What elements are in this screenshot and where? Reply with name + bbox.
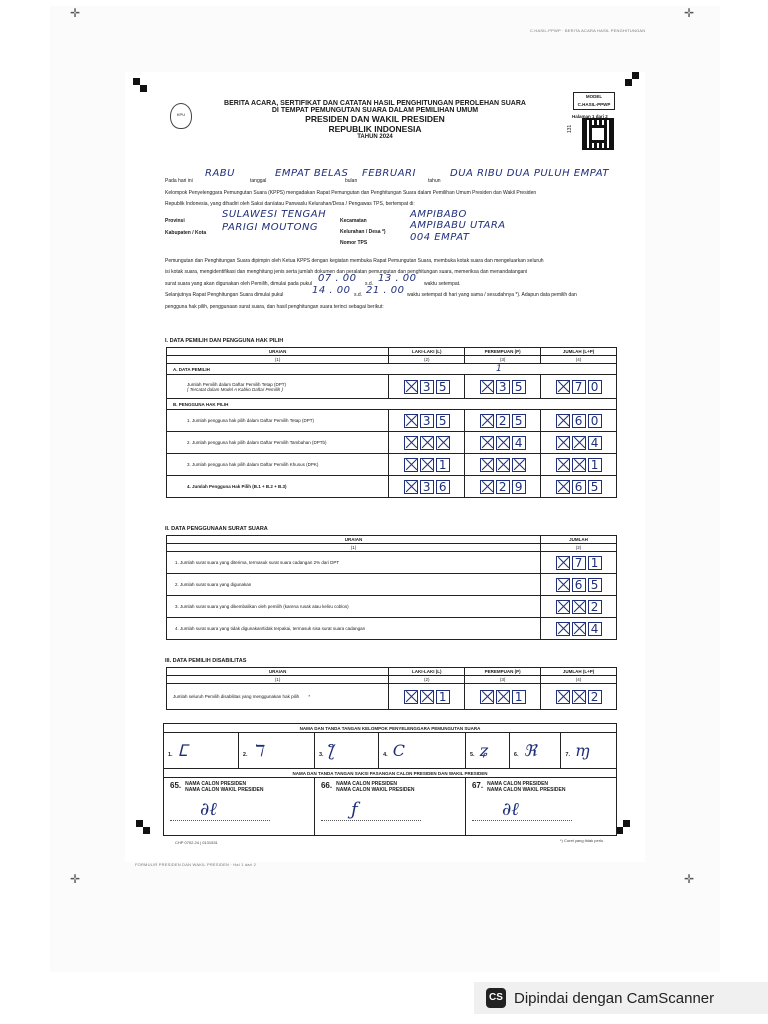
digit-box: 6 <box>572 480 586 494</box>
digit-box: 4 <box>588 436 602 450</box>
kpps-signature: ℜ <box>518 741 537 760</box>
digit-box: 1 <box>436 458 450 472</box>
cell-jumlah <box>541 574 617 596</box>
corner-marker <box>143 827 150 834</box>
kpps-signature: ⵎ <box>172 741 188 760</box>
cell-dpt-l <box>389 375 465 399</box>
candidate-president-label: NAMA CALON PRESIDEN <box>185 781 247 787</box>
corner-marker <box>616 827 623 834</box>
cell-l <box>389 432 465 454</box>
th-s3-sub-1: (1) <box>167 676 389 684</box>
kpps-signature: ɱ <box>570 741 591 760</box>
crossed-digit-box <box>556 578 570 592</box>
digit-box: 7 <box>572 556 586 570</box>
digit-box: 6 <box>572 578 586 592</box>
candidate-names <box>185 781 263 793</box>
label-tps: Nomor TPS <box>340 240 368 246</box>
table-row <box>167 552 617 574</box>
hand-mulai: 07 . 00 <box>318 273 357 284</box>
kpps-title: NAMA DAN TANDA TANGAN KELOMPOK PENYELENGGARA PEMUNGUTAN SUARA <box>164 724 617 733</box>
th-s3-jumlah: JUMLAH (L+P) <box>541 668 617 676</box>
table-row <box>167 454 617 476</box>
kpps-number: 5. <box>469 752 475 758</box>
crossed-digit-box <box>556 380 570 394</box>
intro-republik: Republik Indonesia, yang dihadiri oleh Saksi dan/atau Panwaslu Kelurahan/Desa / Pengawas TPS, bertempat di: <box>165 201 415 207</box>
corner-marker <box>133 78 140 85</box>
th-s3-uraian: URAIAN <box>167 668 389 676</box>
section-1-title: I. DATA PEMILIH DAN PENGGUNA HAK PILIH <box>165 338 284 344</box>
footer-left: CHP 0702.24 | 0131531 <box>175 840 218 845</box>
crossed-digit-box <box>480 414 494 428</box>
row-disabilitas-label <box>167 684 389 710</box>
th-uraian: URAIAN <box>167 348 389 356</box>
cell-dis-t <box>541 684 617 710</box>
digit-box: 1 <box>588 458 602 472</box>
crossed-digit-box <box>556 556 570 570</box>
kpu-logo: KPU <box>170 103 192 129</box>
crossed-digit-box <box>556 436 570 450</box>
digit-box: 5 <box>436 414 450 428</box>
row-dpt-note: ( Tercatat dalam Model A Kabko Daftar Pemilih ) <box>187 386 284 392</box>
crossed-digit-box <box>404 458 418 472</box>
cell-dpt-t <box>541 375 617 399</box>
camscanner-text: Dipindai dengan CamScanner <box>514 989 715 1007</box>
crossed-digit-box <box>496 458 510 472</box>
candidate-number: 67. <box>471 781 484 790</box>
digit-box: 9 <box>512 480 526 494</box>
candidate-names <box>336 781 414 793</box>
camscanner-icon: CS <box>486 988 506 1008</box>
candidate-president-label: NAMA CALON PRESIDEN <box>336 781 398 787</box>
crossed-digit-box <box>420 458 434 472</box>
hand-kelurahan: AMPIBABU UTARA <box>410 220 506 231</box>
crop-mark-bottom-right: ✛ <box>684 872 695 886</box>
digit-box: 2 <box>496 414 510 428</box>
cell-t <box>541 432 617 454</box>
crossed-digit-box <box>420 690 434 704</box>
kpps-number: 6. <box>513 752 519 758</box>
crossed-digit-box <box>404 690 418 704</box>
kpps-signature-cell <box>561 733 617 769</box>
kpps-signature-cell <box>238 733 314 769</box>
cell-l <box>389 454 465 476</box>
row-disabilitas-text: Jumlah seluruh Pemilih disabilitas yang menggunakan hak pilih <box>173 694 300 699</box>
crop-mark-top-left: ✛ <box>70 6 81 20</box>
hand-tps: 004 EMPAT <box>410 232 470 243</box>
header-line-2: DI TEMPAT PEMUNGUTAN SUARA DALAM PEMILIHAN UMUM <box>271 107 479 114</box>
digit-box: 5 <box>512 414 526 428</box>
candidate-number: 65. <box>170 781 182 790</box>
kpps-signature-cell <box>465 733 509 769</box>
sd-label-2: s.d. <box>354 292 363 298</box>
digit-box: 2 <box>588 690 602 704</box>
crossed-digit-box <box>404 414 418 428</box>
top-strip-text: C.HASIL.PPWP · BERITA ACARA HASIL PENGHITUNGAN <box>530 28 646 33</box>
corner-marker <box>136 820 143 827</box>
digit-box: 4 <box>512 436 526 450</box>
document-header <box>170 100 580 140</box>
row-label: 2. Jumlah pengguna hak pilih dalam Daftar Pemilih Tambahan (DPTb) <box>167 432 389 454</box>
kpps-signature-cell <box>509 733 561 769</box>
saksi-title: NAMA DAN TANDA TANGAN SAKSI PASANGAN CALON PRESIDEN DAN WAKIL PRESIDEN <box>164 769 617 778</box>
model-label: MODEL <box>585 94 603 99</box>
digit-box: 6 <box>436 480 450 494</box>
cell-dis-p <box>465 684 541 710</box>
crossed-digit-box <box>556 600 570 614</box>
digit-box: 0 <box>588 414 602 428</box>
label-provinsi: Provinsi <box>165 218 185 224</box>
narrative-line-1: Pemungutan dan Penghitungan Suara dipimpin oleh Ketua KPPS dengan kegiatan membuka Rapat Pemungutan Suara, membuka kotak suara dan mengeluarkan seluruh <box>165 258 544 264</box>
table-row <box>167 432 617 454</box>
header-line-3: PRESIDEN DAN WAKIL PRESIDEN <box>305 114 445 124</box>
digit-box: 3 <box>420 480 434 494</box>
candidate-names <box>487 781 565 793</box>
hand-bulan: FEBRUARI <box>362 168 416 179</box>
candidate-number: 66. <box>320 781 333 790</box>
intro-label-tanggal: tanggal <box>250 178 267 184</box>
crossed-digit-box <box>404 480 418 494</box>
th-s2-uraian: URAIAN <box>167 536 541 544</box>
digit-box: 1 <box>436 690 450 704</box>
digit-box: 3 <box>420 380 434 394</box>
th-sub-4: (4) <box>541 356 617 364</box>
corner-marker <box>625 79 632 86</box>
page-indicator: Halaman 1 dari 2 <box>572 114 608 119</box>
kpps-signature: ʑ <box>474 741 489 760</box>
digit-box: 2 <box>496 480 510 494</box>
hand-tanggal: EMPAT BELAS <box>275 168 349 179</box>
kpps-number: 7. <box>565 752 570 758</box>
crossed-digit-box <box>572 690 586 704</box>
cell-p <box>465 432 541 454</box>
kpps-number: 4. <box>383 752 388 758</box>
cell-p <box>465 410 541 432</box>
crop-mark-top-right: ✛ <box>684 6 695 20</box>
th-s2-sub-2: (2) <box>541 544 617 552</box>
section-3-title: III. DATA PEMILIH DISABILITAS <box>165 658 247 664</box>
table-disabilitas <box>166 667 617 710</box>
model-code-box <box>573 92 615 110</box>
candidate-vice-label: NAMA CALON WAKIL PRESIDEN <box>487 787 566 793</box>
th-s3-laki: LAKI-LAKI (L) <box>389 668 465 676</box>
qr-code-center <box>589 125 607 143</box>
row-label: 2. Jumlah surat suara yang digunakan <box>167 574 541 596</box>
digit-box: 1 <box>588 556 602 570</box>
sd-label-1: s.d. <box>365 281 374 287</box>
model-code: C.HASIL-PPWP <box>577 102 611 107</box>
narrative-line-5: pengguna hak pilih, penggunaan surat suara, dan hasil penghitungan suara terinci sebagai berikut: <box>165 304 384 310</box>
crop-mark-bottom-left: ✛ <box>70 872 81 886</box>
row-label: 3. Jumlah pengguna hak pilih dalam Daftar Pemilih Khusus (DPK) <box>167 454 389 476</box>
corner-marker <box>623 820 630 827</box>
crossed-digit-box <box>480 690 494 704</box>
table-row <box>167 410 617 432</box>
crossed-digit-box <box>572 458 586 472</box>
th-s2-jumlah: JUMLAH <box>541 536 617 544</box>
digit-box: 3 <box>496 380 510 394</box>
kpps-number: 3. <box>318 752 324 758</box>
digit-box: 4 <box>588 622 602 636</box>
cell-l <box>389 476 465 498</box>
cell-dpt-p <box>465 375 541 399</box>
narrative-line-4a: Selanjutnya Rapat Penghitungan Suara dimulai pukul <box>165 292 284 298</box>
row-label: 4. Jumlah surat suara yang tidak digunakan/tidak terpakai, termasuk sisa surat suara cadangan <box>167 618 541 640</box>
cell-jumlah <box>541 596 617 618</box>
kpps-signature-cell <box>164 733 239 769</box>
row-a-label: A. DATA PEMILIH <box>167 364 617 375</box>
cell-jumlah <box>541 618 617 640</box>
hand-provinsi: SULAWESI TENGAH <box>222 209 327 220</box>
hand-hari: RABU <box>205 168 235 179</box>
candidate-witness-cell <box>164 778 315 836</box>
table-signatures <box>163 723 617 836</box>
crossed-digit-box <box>572 436 586 450</box>
th-s3-sub-4: (4) <box>541 676 617 684</box>
kpps-number: 1. <box>168 752 173 758</box>
digit-box: 5 <box>436 380 450 394</box>
header-line-1: BERITA ACARA, SERTIFIKAT DAN CATATAN HASIL PENGHITUNGAN PEROLEHAN SUARA <box>224 100 526 107</box>
table-data-pemilih <box>166 347 617 498</box>
narrative-line-3b: waktu setempat. <box>424 281 461 287</box>
th-sub-3: (3) <box>465 356 541 364</box>
narrative-line-3a: surat suara yang akan digunakan oleh Pemilih, dimulai pada pukul <box>165 281 313 287</box>
hand-selesai: 13 . 00 <box>378 273 417 284</box>
cell-t <box>541 454 617 476</box>
cell-t <box>541 410 617 432</box>
row-label: 4. Jumlah Pengguna Hak Pilih (B.1 + B.2 + B.3) <box>167 476 389 498</box>
qr-number: 131 <box>567 124 574 134</box>
crossed-digit-box <box>572 622 586 636</box>
label-kabupaten: Kabupaten / Kota <box>165 230 207 236</box>
th-sub-2: (2) <box>389 356 465 364</box>
th-s3-sub-3: (3) <box>465 676 541 684</box>
narrative-line-4b: waktu setempat di hari yang sama / sesudahnya *). Adapun data pemilih dan <box>407 292 577 298</box>
crossed-digit-box <box>404 436 418 450</box>
th-s2-sub-1: (1) <box>167 544 541 552</box>
crossed-digit-box <box>556 414 570 428</box>
witness-signature: ∂ℓ <box>170 799 270 821</box>
crossed-digit-box <box>496 690 510 704</box>
cell-jumlah <box>541 552 617 574</box>
row-label: 3. Jumlah surat suara yang dikembalikan oleh pemilih (karena rusak atau keliru coblos) <box>167 596 541 618</box>
crossed-digit-box <box>420 436 434 450</box>
narrative-line-2: isi kotak suara, mengidentifikasi dan menghitung jenis serta jumlah dokumen dan peralatan pemungutan dan penghitungan suara, memeriksa dan menandatangani <box>165 269 528 275</box>
digit-box: 6 <box>572 414 586 428</box>
digit-box: 5 <box>588 480 602 494</box>
row-b-label: B. PENGGUNA HAK PILIH <box>167 399 617 410</box>
kpps-signature-cell <box>379 733 466 769</box>
header-line-5: TAHUN 2024 <box>357 134 393 140</box>
table-row <box>167 476 617 498</box>
candidate-witness-cell <box>465 778 616 836</box>
label-kecamatan: Kecamatan <box>340 218 367 224</box>
th-s3-sub-2: (2) <box>389 676 465 684</box>
digit-box: 2 <box>588 600 602 614</box>
witness-signature: ƒ <box>321 799 421 821</box>
crossed-digit-box <box>480 480 494 494</box>
kpps-signature: ℸ <box>247 741 263 760</box>
candidate-president-label: NAMA CALON PRESIDEN <box>487 781 549 787</box>
digit-box: 5 <box>588 578 602 592</box>
cell-p <box>465 476 541 498</box>
label-kelurahan: Kelurahan / Desa *) <box>340 229 386 235</box>
table-row <box>167 596 617 618</box>
bottom-strip-text: FORMULIR PRESIDEN DAN WAKIL PRESIDEN · Hal 1 dari 2 <box>135 862 257 867</box>
corner-marker <box>632 72 639 79</box>
hand-hitung-selesai: 21 . 00 <box>366 285 405 296</box>
row-label: 1. Jumlah pengguna hak pilih dalam Daftar Pemilih Tetap (DPT) <box>167 410 389 432</box>
crossed-digit-box <box>480 458 494 472</box>
row-dpt-text: Jumlah Pemilih dalam Daftar Pemilih Tetap (DPT) <box>187 381 286 387</box>
cell-dis-l <box>389 684 465 710</box>
cell-t <box>541 476 617 498</box>
intro-label-hari: Pada hari ini <box>165 178 193 184</box>
crossed-digit-box <box>480 380 494 394</box>
digit-box: 7 <box>572 380 586 394</box>
cell-l <box>389 410 465 432</box>
hand-hitung-mulai: 14 . 00 <box>312 285 351 296</box>
crossed-digit-box <box>404 380 418 394</box>
crossed-digit-box <box>480 436 494 450</box>
footer-right: *) Coret yang tidak perlu <box>560 838 604 843</box>
intro-label-tahun: tahun <box>428 178 441 184</box>
intro-kelompok: Kelompok Penyelenggara Pemungutan Suara (KPPS) mengadakan Rapat Pemungutan dan Penghitungan Suara dalam Pemilihan Umum Presiden dan Wakil Presiden <box>165 190 537 196</box>
kpps-signature-cell <box>314 733 378 769</box>
witness-signature: ∂ℓ <box>472 799 572 821</box>
crossed-digit-box <box>556 622 570 636</box>
candidate-witness-cell <box>314 778 465 836</box>
th-perempuan: PEREMPUAN (P) <box>465 348 541 356</box>
th-jumlah: JUMLAH (L+P) <box>541 348 617 356</box>
camscanner-watermark <box>474 982 768 1014</box>
th-laki: LAKI-LAKI (L) <box>389 348 465 356</box>
crossed-digit-box <box>496 436 510 450</box>
section-2-title: II. DATA PENGGUNAAN SURAT SUARA <box>165 526 268 532</box>
intro-label-bulan: bulan <box>345 178 358 184</box>
candidate-vice-label: NAMA CALON WAKIL PRESIDEN <box>185 787 264 793</box>
header-line-4: REPUBLIK INDONESIA <box>328 124 422 134</box>
hand-kecamatan: AMPIBABO <box>410 209 467 220</box>
hand-annotation: 1 <box>496 364 503 374</box>
cell-p <box>465 454 541 476</box>
digit-box: 3 <box>420 414 434 428</box>
kpps-number: 2. <box>242 752 248 758</box>
crossed-digit-box <box>556 480 570 494</box>
corner-marker <box>140 85 147 92</box>
crossed-digit-box <box>556 690 570 704</box>
th-sub-1: (1) <box>167 356 389 364</box>
digit-box: 5 <box>512 380 526 394</box>
kpps-signature: ƪ <box>323 741 334 760</box>
digit-box: 1 <box>512 690 526 704</box>
crossed-digit-box <box>512 458 526 472</box>
row-label: 1. Jumlah surat suara yang diterima, termasuk surat suara cadangan 2% dari DPT <box>167 552 541 574</box>
row-dpt-label <box>167 375 389 399</box>
digit-box: 0 <box>588 380 602 394</box>
table-row <box>167 574 617 596</box>
kpps-signature: C <box>387 741 406 760</box>
hand-kabupaten: PARIGI MOUTONG <box>222 222 319 233</box>
crossed-digit-box <box>572 600 586 614</box>
candidate-vice-label: NAMA CALON WAKIL PRESIDEN <box>336 787 415 793</box>
crossed-digit-box <box>436 436 450 450</box>
row-disabilitas-mark: * <box>308 694 311 699</box>
crossed-digit-box <box>556 458 570 472</box>
th-s3-perempuan: PEREMPUAN (P) <box>465 668 541 676</box>
table-surat-suara <box>166 535 617 640</box>
hand-tahun: DUA RIBU DUA PULUH EMPAT <box>450 168 609 179</box>
table-row <box>167 618 617 640</box>
